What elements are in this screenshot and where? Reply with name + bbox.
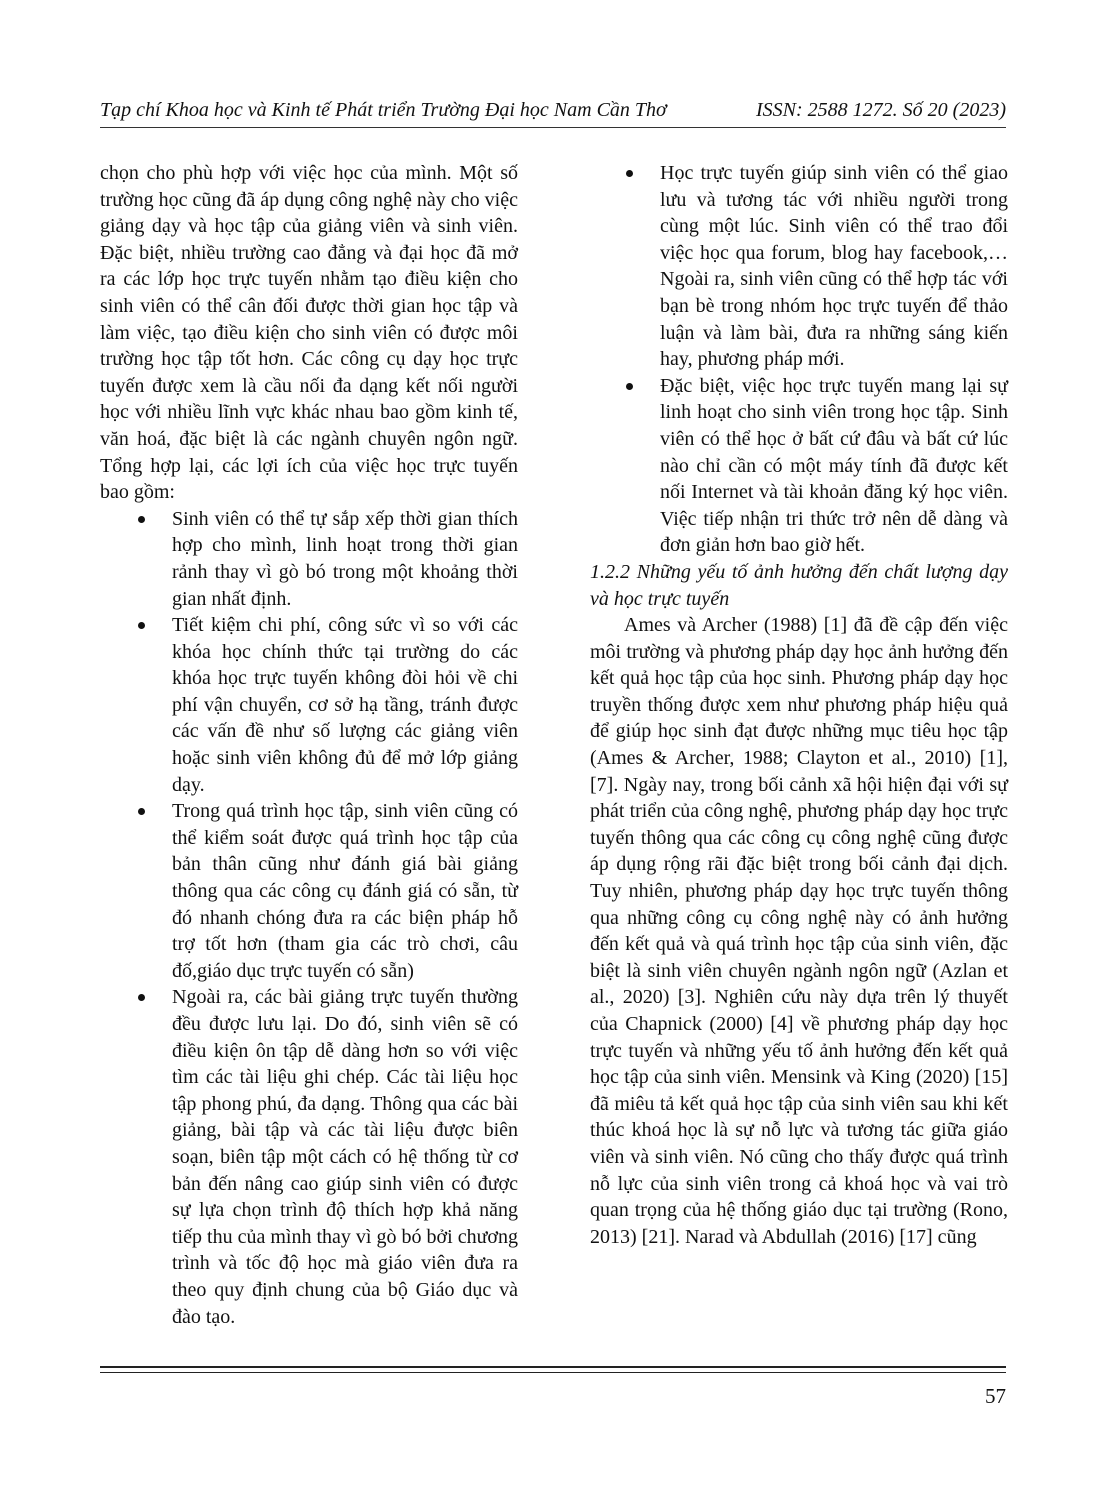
bullet-icon (138, 994, 145, 1001)
issn-issue: ISSN: 2588 1272. Số 20 (2023) (756, 99, 1006, 121)
list-item (172, 984, 518, 1330)
benefits-list-continued (590, 160, 1008, 559)
list-item (172, 612, 518, 798)
bullet-icon (626, 383, 633, 390)
list-item-text: Học trực tuyến giúp sinh viên có thể giao lưu và tương tác với nhiều người trong cùng một lúc. Sinh viên có thể trao đổi việc học qua forum, blog hay facebook,… Ngoài ra, sinh viên cũng có thể hợp tác với bạn bè trong nhóm học trực tuyến để thảo luận và làm bài, đưa ra những sáng kiến hay, phương pháp mới. (660, 162, 1008, 371)
list-item-text: Ngoài ra, các bài giảng trực tuyến thường đều được lưu lại. Do đó, sinh viên sẽ có điều kiện ôn tập dễ dàng hơn so với việc tìm các tài liệu ghi chép. Các tài liệu học tập phong phú, đa dạng. Thông qua các bài giảng, bài tập và các tài liệu được biên soạn, biên tập một cách có hệ thống từ cơ bản đến nâng cao giúp sinh viên có được sự lựa chọn trình độ thích hợp khả năng tiếp thu của mình thay vì gò bó bởi chương trình và tốc độ học mà giáo viên đưa ra theo quy định chung của bộ Giáo dục và đào tạo. (172, 986, 518, 1328)
list-item-text: Sinh viên có thể tự sắp xếp thời gian thích hợp cho mình, linh hoạt trong thời gian rảnh thay vì gò bó trong một khoảng thời gian nhất định. (172, 507, 518, 610)
bullet-icon (138, 622, 145, 629)
page-number: 57 (985, 1384, 1006, 1408)
running-header (100, 96, 1006, 124)
list-item (172, 506, 518, 612)
benefits-list (100, 506, 518, 1330)
footer-rule-thick (100, 1366, 1006, 1368)
list-item (172, 798, 518, 984)
journal-title: Tạp chí Khoa học và Kinh tế Phát triển Trường Đại học Nam Cần Thơ (100, 99, 667, 121)
intro-paragraph: chọn cho phù hợp với việc học của mình. Một số trường học cũng đã áp dụng công nghệ này cho việc giảng dạy và học tập của giảng viên và sinh viên. Đặc biệt, nhiều trường cao đẳng và đại học đã mở ra các lớp học trực tuyến nhằm tạo điều kiện cho sinh viên có thể cân đối được thời gian học tập và làm việc, tạo điều kiện cho sinh viên có được môi trường học tập tốt hơn. Các công cụ dạy học trực tuyến được xem là cầu nối đa dạng kết nối người học với nhiều lĩnh vực khác nhau bao gồm kinh tế, văn hoá, đặc biệt là các ngành chuyên ngôn ngữ. Tổng hợp lại, các lợi ích của việc học trực tuyến bao gồm: (100, 162, 518, 504)
list-item-text: Tiết kiệm chi phí, công sức vì so với các khóa học chính thức tại trường do các khóa học trực tuyến không đòi hỏi về chi phí vận chuyển, cơ sở hạ tầng, tránh được các vấn đề như số lượng các giảng viên hoặc sinh viên không đủ để mở lớp giảng dạy. (172, 614, 518, 796)
body-paragraph: Ames và Archer (1988) [1] đã đề cập đến việc môi trường và phương pháp dạy học ảnh hưởng đến kết quả học tập của học sinh. Phương pháp dạy học truyền thống được xem như phương pháp hiệu quả để giúp học sinh đạt được những mục tiêu học tập (Ames & Archer, 1988; Clayton et al., 2010) [1],[7]. Ngày nay, trong bối cảnh xã hội hiện đại với sự phát triển của công nghệ, phương pháp dạy học trực tuyến thông qua các công cụ công nghệ cũng được áp dụng rộng rãi đặc biệt trong bối cảnh đại dịch. Tuy nhiên, phương pháp dạy học trực tuyến thông qua những công cụ công nghệ này có ảnh hưởng đến kết quả và quá trình học tập của sinh viên, đặc biệt là sinh viên chuyên ngành ngôn ngữ (Azlan et al., 2020) [3]. Nghiên cứu này dựa trên lý thuyết của Chapnick (2000) [4] về phương pháp dạy học trực tuyến và những yếu tố ảnh hưởng đến kết quả học tập của sinh viên. Mensink và King (2020) [15] đã miêu tả kết quả học tập của sinh viên sau khi kết thúc khoá học là sự nỗ lực và tương tác giữa giáo viên và sinh viên. Nó cũng cho thấy được quá trình nỗ lực của sinh viên trong cả khoá học và vai trò quan trọng của hệ thống giáo dục tại trường (Rono, 2013) [21]. Narad và Abdullah (2016) [17] cũng (590, 614, 1008, 1248)
right-column (590, 160, 1008, 1250)
bullet-icon (138, 516, 145, 523)
header-rule (100, 127, 1006, 128)
list-item (660, 373, 1008, 559)
list-item-text: Đặc biệt, việc học trực tuyến mang lại sự linh hoạt cho sinh viên trong học tập. Sinh viên có thể học ở bất cứ đâu và bất cứ lúc nào chỉ cần có một máy tính đã được kết nối Internet và tài khoản đăng ký học viên. Việc tiếp nhận tri thức trở nên dễ dàng và đơn giản hơn bao giờ hết. (660, 374, 1008, 557)
bullet-icon (138, 808, 145, 815)
bullet-icon (626, 170, 633, 177)
left-column (100, 160, 518, 1330)
list-item (660, 160, 1008, 373)
list-item-text: Trong quá trình học tập, sinh viên cũng có thể kiểm soát được quá trình học tập của bản thân cũng như đánh giá bài giảng thông qua các công cụ đánh giá có sẵn, từ đó nhanh chóng đưa ra các biện pháp hỗ trợ tốt hơn (tham gia các trò chơi, câu đố,giáo dục trực tuyến có sẵn) (172, 800, 518, 982)
footer-rule-thin (100, 1372, 1006, 1373)
section-heading: 1.2.2 Những yếu tố ảnh hưởng đến chất lượng dạy và học trực tuyến (590, 560, 1008, 610)
